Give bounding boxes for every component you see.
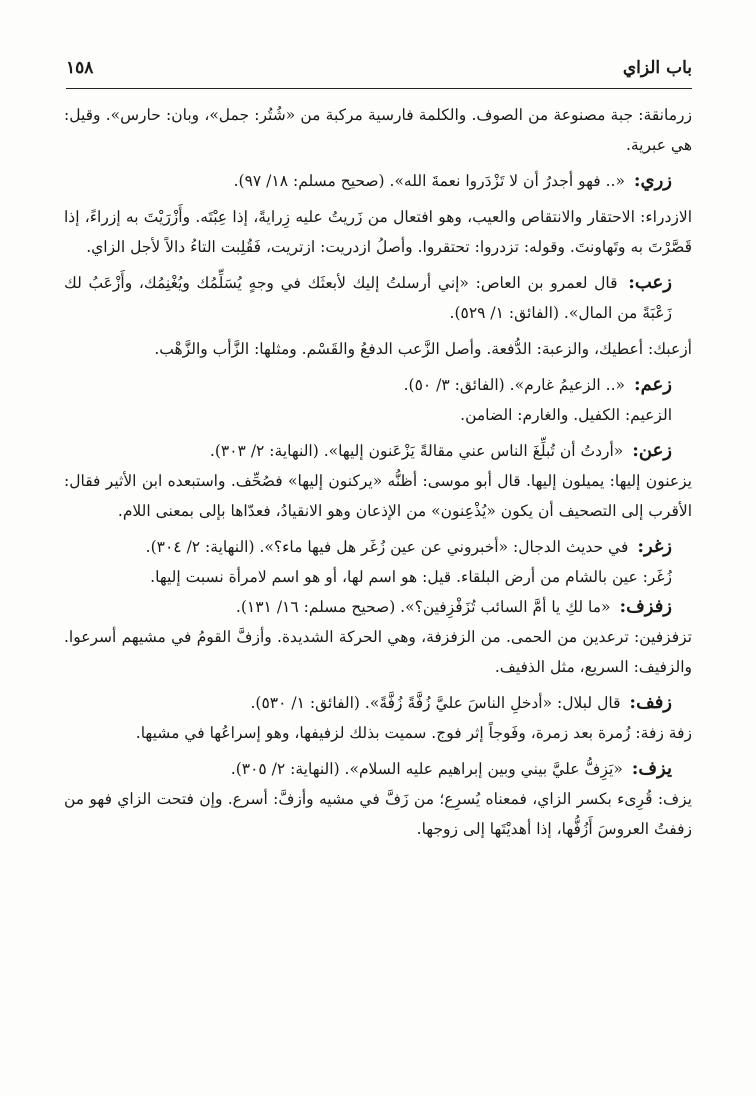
entry-quote: «ما لكِ يا أمَّ السائب تُزَفْزِفين؟». (صحيح مسلم: ١٦/ ١٣١). <box>235 598 611 616</box>
entry-headword: زري: <box>633 170 672 191</box>
entry-headword: زفزف: <box>619 596 672 617</box>
entry-quote: «.. الزعيمُ غارم». (الفائق: ٣/ ٥٠). <box>403 376 625 394</box>
entry-headword: يزف: <box>631 758 672 779</box>
dictionary-entry <box>64 166 692 196</box>
dictionary-entry <box>64 268 692 328</box>
paragraph: يزعنون إليها: يميلون إليها. قال أبو موسى: أظنُّه «يركنون إليها» فصُحِّف. واستبعده ابن الأثير فقال: الأقرب إلى التصحيف أن يكون «يُذْعِنون» من الإذعان وهو الانقيادُ، فعدّاها بإلى بمعنى اللام. <box>64 472 692 520</box>
dictionary-entry <box>64 532 692 562</box>
dictionary-entry <box>64 370 692 400</box>
header-divider <box>66 88 692 89</box>
paragraph: الزعيم: الكفيل. والغارم: الضامن. <box>460 406 672 424</box>
paragraph: تزفزفين: ترعدين من الحمى. من الزفزفة، وهي الحركة الشديدة. وأزفَّ القومُ في مشيهم أسرعوا. والزفيف: السريع، مثل الذفيف. <box>64 628 692 676</box>
entry-quote: «يَزِفُّ عليَّ بيني وبين إبراهيم عليه السلام». (النهاية: ٢/ ٣٠٥). <box>230 760 623 778</box>
paragraph: زفة زفة: زُمرة بعد زمرة، وفَوجاً إثر فوج. سميت بذلك لزفيفها، وهو إسراعُها في مشيها. <box>135 724 692 742</box>
page-number: ١٥٨ <box>66 58 94 78</box>
entry-quote: قال لعمرو بن العاص: «إني أرسلتُ إليك لأبعثَك في وجهٍ يُسَلِّمُك ويُغْنِمُك، وأَزْعَبُ لك زَعْبَةً من المال». (الفائق: ١/ ٥٢٩). <box>64 274 672 322</box>
paragraph: أزعبك: أعطيك، والزعبة: الدُّفعة. وأصل الزَّعب الدفعُ والقَسْم. ومثلها: الزَّأب والزَّهْب. <box>154 340 692 358</box>
running-header <box>66 58 692 84</box>
paragraph: زُغَر: عين بالشام من أرض البلقاء. قيل: هو اسم لها، أو هو اسم لامرأة نسبت إليها. <box>150 568 672 586</box>
dictionary-entry <box>64 688 692 718</box>
entry-headword: زفف: <box>629 692 672 713</box>
page-body <box>64 100 692 844</box>
entry-quote: «.. فهو أجدرُ أن لا تَزْدَروا نعمةَ الله». (صحيح مسلم: ١٨/ ٩٧). <box>233 172 625 190</box>
entry-headword: زعم: <box>633 374 672 395</box>
paragraph: الازدراء: الاحتقار والانتقاص والعيب، وهو افتعال من زَريتُ عليه زِرايةً، إذا عِبْتَه. وأَزْرَيْتَ به إزراءً، إذا قَصَّرْتَ به وتَهاونتَ. وقوله: تزدروا: تحتقروا. وأصلُ ازدريت: ازتريت، فَقُلِبت التاءُ دالاً لأجل الزاي. <box>64 208 692 256</box>
entry-headword: زعب: <box>628 272 672 293</box>
entry-quote: في حديث الدجال: «أخبروني عن عين زُغَر هل فيها ماء؟». (النهاية: ٢/ ٣٠٤). <box>145 538 629 556</box>
entry-headword: زعن: <box>632 440 672 461</box>
dictionary-entry <box>64 592 692 622</box>
paragraph: زرمانقة: جبة مصنوعة من الصوف. والكلمة فارسية مركبة من «شُتُر: جمل»، وبان: حارس». وقيل: هي عبرية. <box>64 106 692 154</box>
dictionary-entry <box>64 436 692 466</box>
chapter-title: باب الزاي <box>622 58 692 78</box>
paragraph: يزف: قُرِىء بكسر الزاي، فمعناه يُسرِع؛ من زَفَّ في مشيه وأزفَّ: أسرع. وإن فتحت الزاي فهو من زففتُ العروسَ أَزُفُّها، إذا أهديْتَها إلى زوجها. <box>64 790 692 838</box>
entry-quote: قال لبلال: «أدخلِ الناسَ عليَّ زُفَّةً زُفَّةً». (الفائق: ١/ ٥٣٠). <box>250 694 621 712</box>
dictionary-entry <box>64 754 692 784</box>
entry-quote: «أردتُ أن تُبلِّغَ الناس عني مقالةً يَزْعَنون إليها». (النهاية: ٢/ ٣٠٣). <box>209 442 624 460</box>
entry-headword: زغر: <box>637 536 672 557</box>
